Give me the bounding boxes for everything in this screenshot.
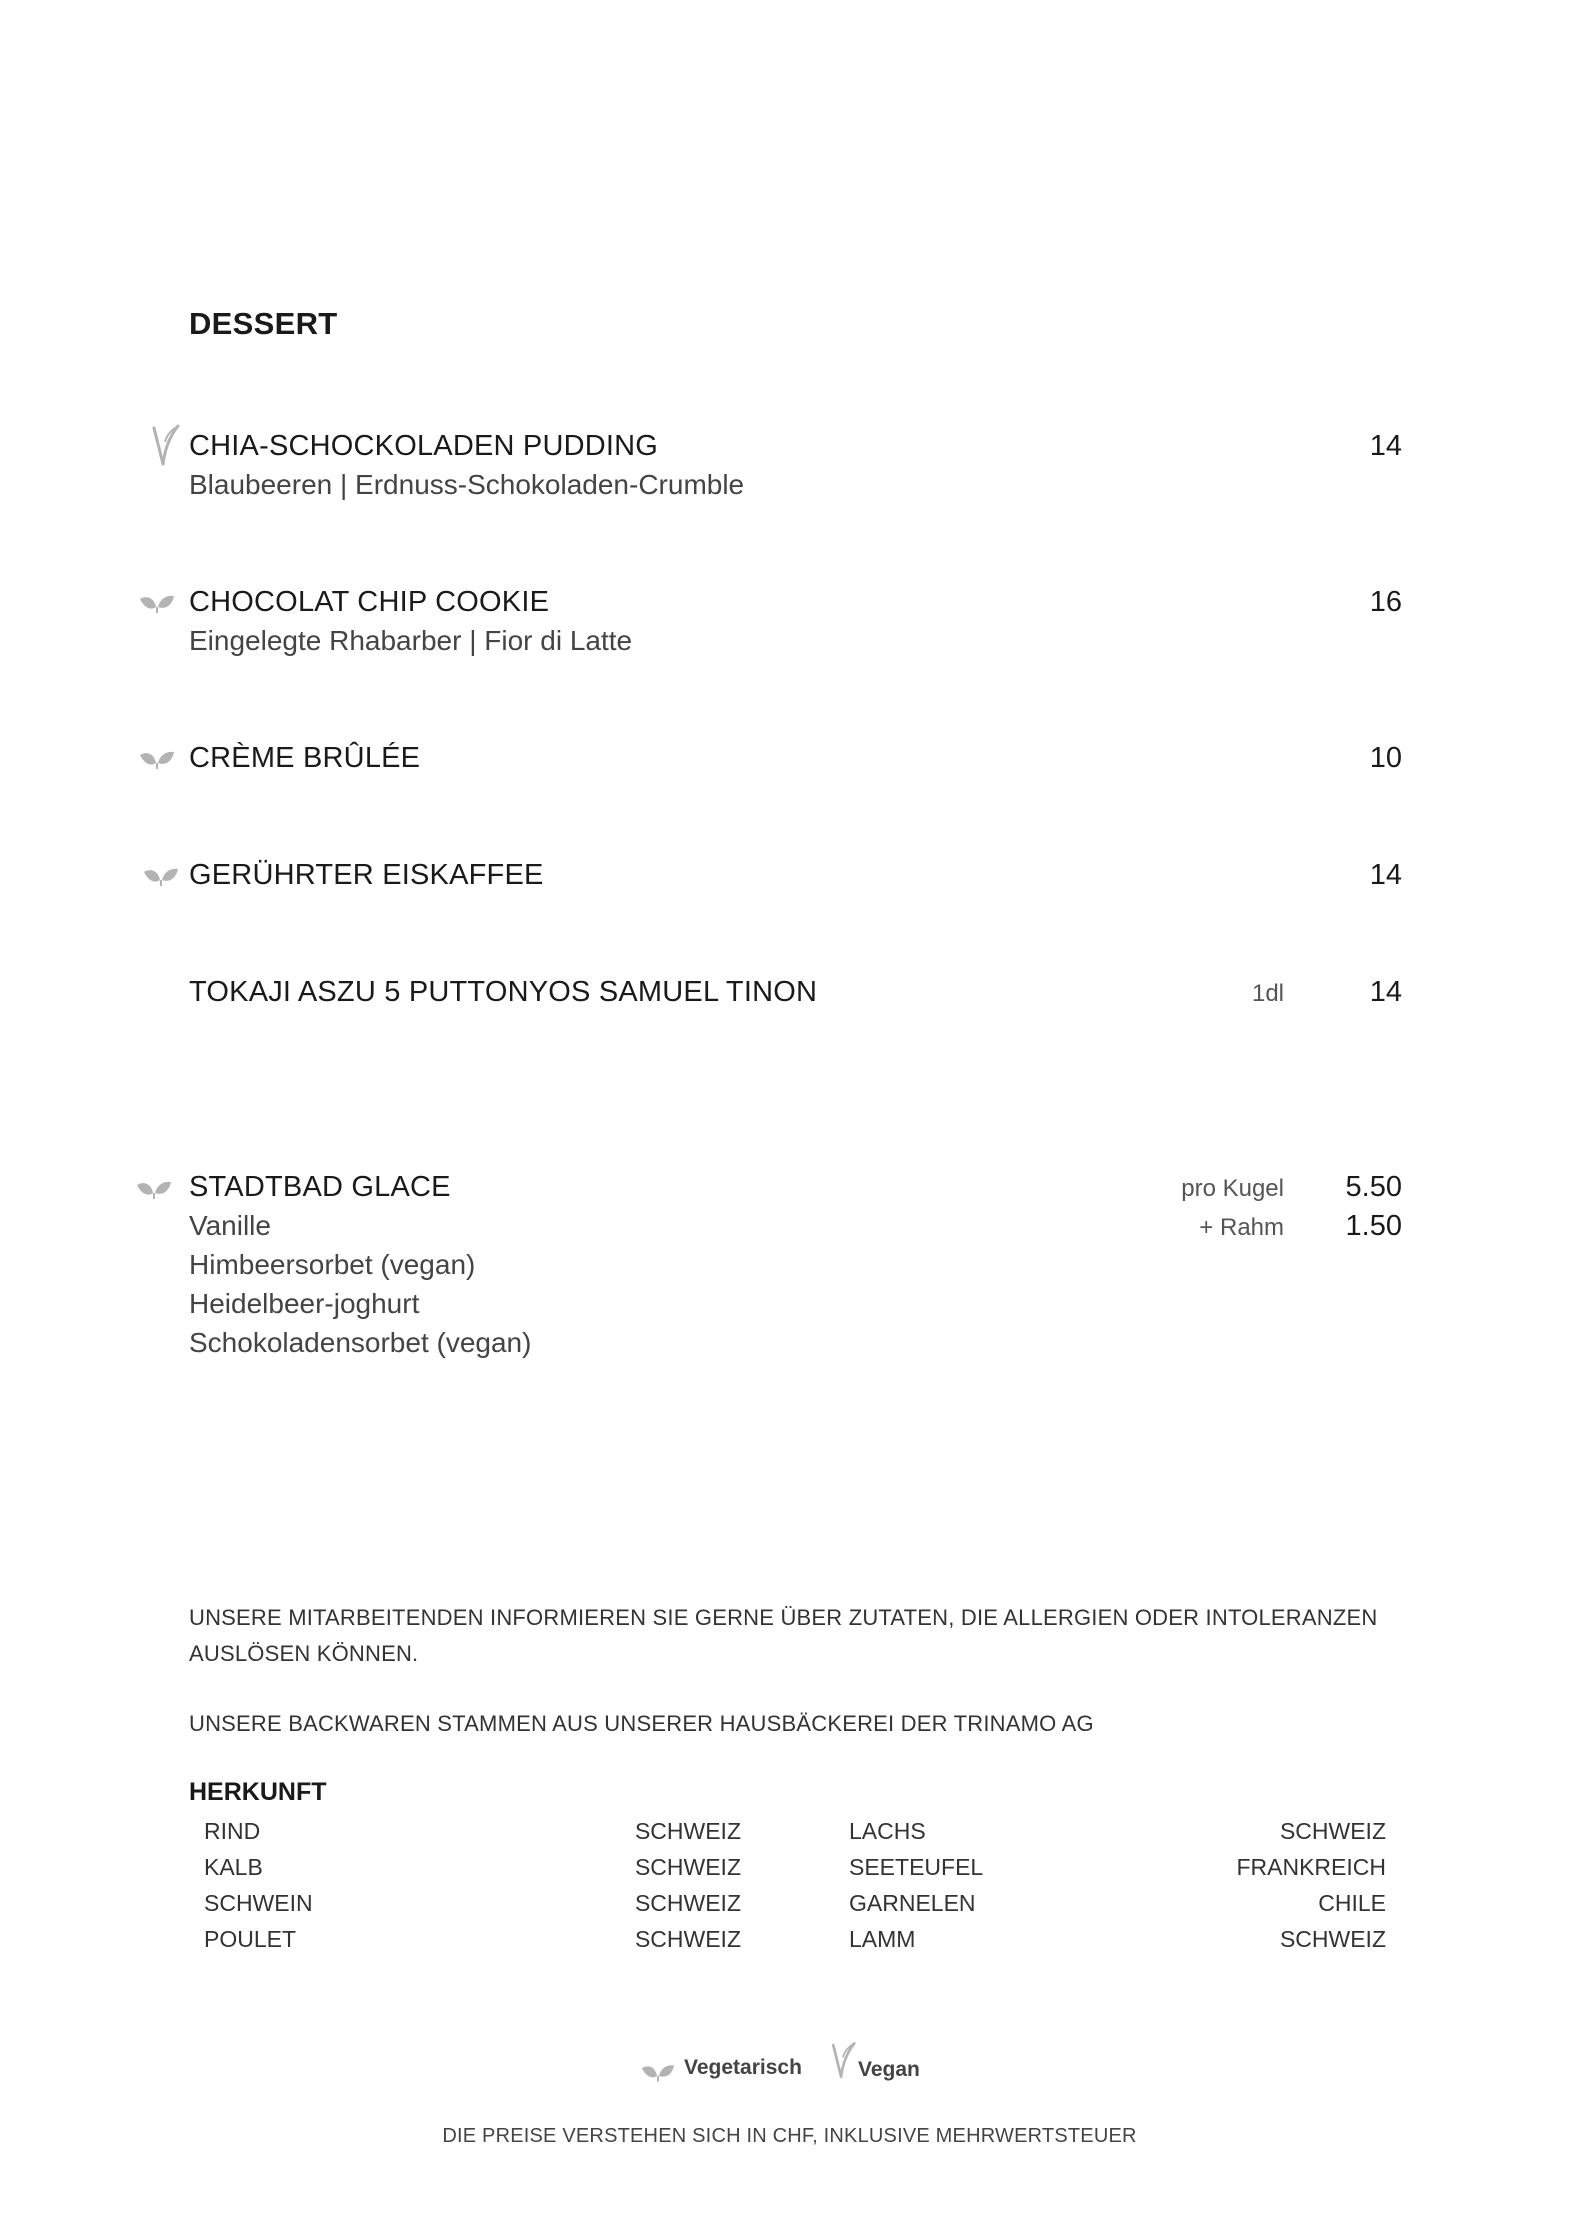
vegetarian-icon — [138, 749, 176, 771]
vegan-icon — [148, 424, 180, 466]
herkunft-item: SCHWEIN — [204, 1890, 313, 1916]
allergy-note-line: UNSERE MITARBEITENDEN INFORMIEREN SIE GERNE ÜBER ZUTATEN, DIE ALLERGIEN ODER INTOLERANZEN — [189, 1605, 1378, 1630]
herkunft-origin: SCHWEIZ — [634, 1854, 741, 1880]
item-description: Eingelegte Rhabarber | Fior di Latte — [189, 625, 633, 656]
item-price: 14 — [1369, 976, 1402, 1008]
vegetarian-icon — [135, 1179, 173, 1201]
herkunft-origin: SCHWEIZ — [1279, 1926, 1386, 1952]
glace-flavor: Himbeersorbet (vegan) — [189, 1249, 476, 1280]
vegetarian-icon — [142, 866, 180, 888]
item-price: 10 — [1369, 742, 1402, 774]
herkunft-item: SEETEUFEL — [849, 1854, 984, 1880]
herkunft-title: HERKUNFT — [189, 1778, 327, 1806]
glace-name: STADTBAD GLACE — [189, 1171, 451, 1203]
item-unit: 1dl — [1251, 980, 1284, 1007]
vegetarian-icon — [640, 2062, 676, 2084]
herkunft-origin: SCHWEIZ — [634, 1818, 741, 1844]
item-name: GERÜHRTER EISKAFFEE — [189, 859, 544, 891]
item-name: CRÈME BRÛLÉE — [189, 742, 421, 774]
allergy-note-line: AUSLÖSEN KÖNNEN. — [189, 1641, 419, 1666]
item-price: 14 — [1369, 430, 1402, 462]
item-price: 14 — [1369, 859, 1402, 891]
herkunft-item: RIND — [204, 1818, 261, 1844]
herkunft-origin: SCHWEIZ — [1279, 1818, 1386, 1844]
legend-vegan-label: Vegan — [858, 2058, 920, 2081]
glace-price: 5.50 — [1345, 1171, 1402, 1203]
herkunft-origin: FRANKREICH — [1236, 1854, 1386, 1880]
allergy-note — [189, 1600, 1377, 1672]
herkunft-origin: CHILE — [1318, 1890, 1386, 1916]
glace-flavor: Heidelbeer-joghurt — [189, 1288, 420, 1319]
herkunft-origin: SCHWEIZ — [634, 1890, 741, 1916]
glace-flavor: Vanille — [189, 1210, 271, 1241]
herkunft-origin: SCHWEIZ — [634, 1926, 741, 1952]
glace-price-label: pro Kugel — [1181, 1175, 1284, 1202]
herkunft-item: GARNELEN — [849, 1890, 976, 1916]
vegan-icon — [828, 2040, 856, 2080]
item-description: Blaubeeren | Erdnuss-Schokoladen-Crumble — [189, 469, 745, 500]
herkunft-item: LAMM — [849, 1926, 916, 1952]
item-name: TOKAJI ASZU 5 PUTTONYOS SAMUEL TINON — [189, 976, 818, 1008]
menu-title: DESSERT — [189, 306, 338, 341]
glace-price-label: + Rahm — [1199, 1214, 1284, 1241]
item-name: CHOCOLAT CHIP COOKIE — [189, 586, 550, 618]
herkunft-item: KALB — [204, 1854, 263, 1880]
herkunft-item: LACHS — [849, 1818, 926, 1844]
bakery-note: UNSERE BACKWAREN STAMMEN AUS UNSERER HAUSBÄCKEREI DER TRINAMO AG — [189, 1711, 1094, 1736]
herkunft-item: POULET — [204, 1926, 297, 1952]
vegetarian-icon — [138, 593, 176, 615]
item-name: CHIA-SCHOCKOLADEN PUDDING — [189, 430, 659, 462]
price-footnote: DIE PREISE VERSTEHEN SICH IN CHF, INKLUSIVE MEHRWERTSTEUER — [442, 2125, 1137, 2147]
legend-vegetarian-label: Vegetarisch — [684, 2056, 802, 2079]
glace-flavor: Schokoladensorbet (vegan) — [189, 1327, 532, 1358]
glace-price: 1.50 — [1345, 1210, 1402, 1242]
item-price: 16 — [1369, 586, 1402, 618]
